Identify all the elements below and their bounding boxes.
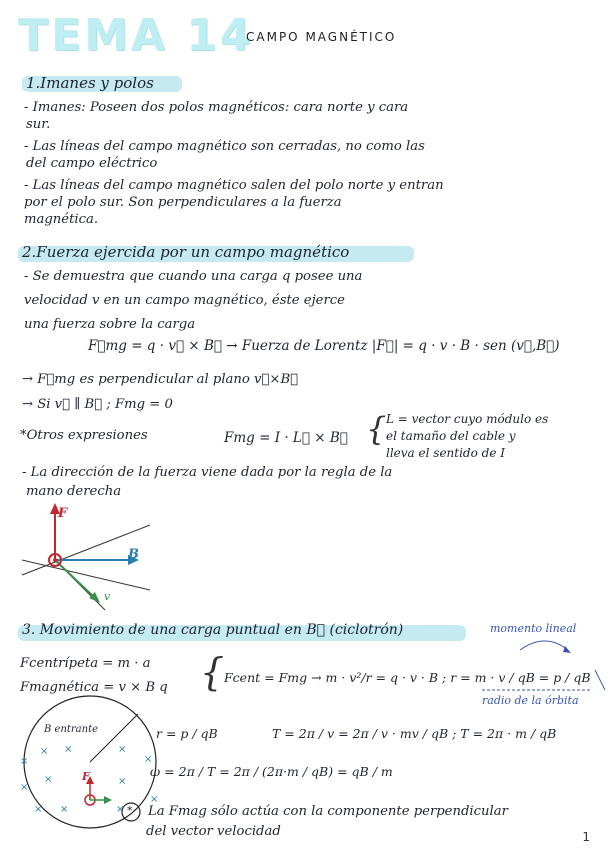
section3-brace: { (200, 650, 225, 694)
brace-line-1: L = vector cuyo módulo es (386, 412, 549, 426)
current-force-formula: Fmg = I · L⃗ × B⃗ (224, 430, 348, 446)
svg-text:×: × (44, 774, 53, 785)
other-expressions-label: *Otros expresiones (20, 428, 148, 443)
circle-label: B entrante (44, 724, 99, 735)
radius-equation: r = p / qB (156, 726, 218, 741)
section2-line-3: una fuerza sobre la carga (24, 317, 196, 332)
page-title: TEMA 14 (18, 10, 254, 61)
force-label: F (58, 506, 68, 521)
perpendicular-component-note: La Fmag sólo actúa con la componente perpendicular (148, 804, 508, 819)
orbit-radius-note: radio de la órbita (482, 694, 579, 707)
page-number: 1 (582, 830, 590, 844)
linear-momentum-note: momento lineal (490, 622, 577, 635)
field-label: B (128, 547, 139, 562)
angular-velocity-equation: ω = 2π / T = 2π / (2π·m / qB) = qB / m (150, 764, 393, 779)
section3-heading: 3. Movimiento de una carga puntual en B⃗ (ciclotrón) (22, 622, 404, 638)
perpendicular-component-note-2: del vector velocidad (146, 824, 281, 839)
svg-text:×: × (118, 744, 127, 755)
section1-line-2: sur. (26, 117, 51, 132)
svg-text:×: × (60, 804, 69, 815)
brace-line-3: lleva el sentido de I (386, 446, 505, 460)
svg-text:×: × (64, 744, 73, 755)
svg-text:×: × (20, 756, 29, 767)
section2-heading: 2.Fuerza ejercida por un campo magnético (22, 243, 350, 261)
svg-text:×: × (20, 782, 29, 793)
star-symbol: * (127, 804, 133, 817)
svg-text:×: × (116, 804, 125, 815)
section1-line-6: por el polo sur. Son perpendiculares a la fuerza (24, 195, 342, 210)
svg-text:×: × (34, 804, 43, 815)
section1-line-3: - Las líneas del campo magnético son cerradas, no como las (24, 139, 425, 154)
hand-rule-line-1: - La dirección de la fuerza viene dada por la regla de la (22, 465, 393, 480)
section2-line-1: - Se demuestra que cuando una carga q posee una (24, 269, 363, 284)
centripetal-equation: Fcent = Fmg → m · v²/r = q · v · B ; r = m · v / qB = p / qB (224, 670, 591, 685)
lorentz-equation: F⃗mg = q · v⃗ × B⃗ → Fuerza de Lorentz |F⃗| = q · v · B · sen (v⃗,B⃗) (88, 338, 560, 354)
section1-line-4: del campo eléctrico (26, 156, 158, 171)
section2-line-2: velocidad v en un campo magnético, éste ejerce (24, 293, 345, 308)
section1-line-1: - Imanes: Poseen dos polos magnéticos: cara norte y cara (24, 100, 409, 115)
magnetic-force: Fmagnética = v × B q (20, 680, 168, 695)
centripetal-force: Fcentrípeta = m · a (20, 656, 151, 671)
period-equation: T = 2π / v = 2π / v · mv / qB ; T = 2π · m / qB (272, 726, 557, 741)
circle-force-label: F (82, 770, 90, 783)
page-subtitle: CAMPO MAGNÉTICO (246, 30, 397, 44)
hand-rule-line-2: mano derecha (26, 484, 122, 499)
svg-text:×: × (40, 746, 49, 757)
svg-text:×: × (144, 754, 153, 765)
section1-line-5: - Las líneas del campo magnético salen del polo norte y entran (24, 178, 444, 193)
section1-heading: 1.Imanes y polos (26, 74, 154, 92)
velocity-label: v (104, 590, 111, 603)
svg-text:×: × (150, 794, 159, 805)
brace-line-2: el tamaño del cable y (386, 429, 516, 443)
brace: { (366, 410, 387, 448)
perpendicular-note: → F⃗mg es perpendicular al plano v⃗×B⃗ (22, 372, 299, 387)
section1-line-7: magnética. (24, 212, 99, 227)
svg-text:×: × (118, 776, 127, 787)
radius-line (90, 714, 138, 762)
parallel-note: → Si v⃗ ∥ B⃗ ; Fmg = 0 (22, 397, 173, 412)
